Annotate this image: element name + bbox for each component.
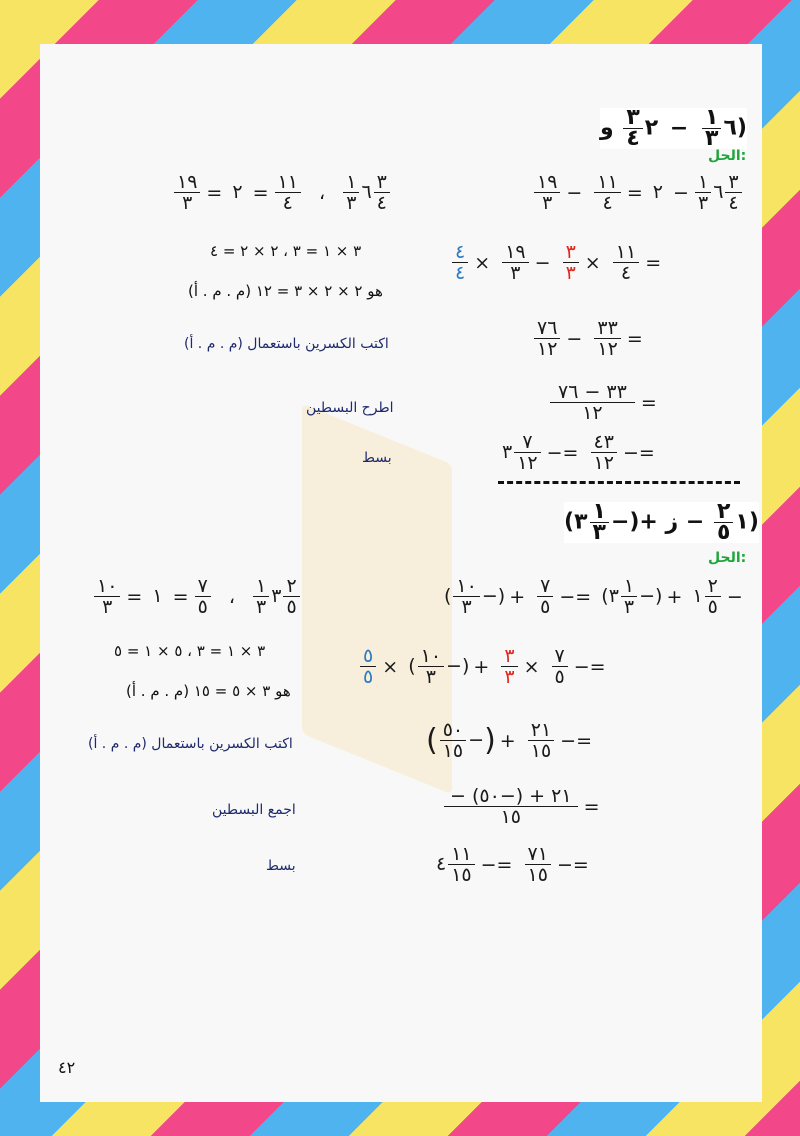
section-divider xyxy=(498,481,740,484)
w-step3: ٧٦ ١٢ − ٣٣ ١٢ = xyxy=(532,318,647,359)
z-factor-note: ٣ × ١ = ٣ ، ٥ × ١ = ٥ xyxy=(114,642,266,660)
w-step2: ٤ ٤ × ١٩ ٣ − ٣ ٣ × ١١ ٤ = xyxy=(450,242,665,283)
z-step2: ٥ ٥ × ( ١٠ ٣ −) + ٣ ٣ × ٧ ٥ −= xyxy=(358,646,610,687)
z-lcm-note: (م . م . أ) هو ٣ × ٥ = ١٥ xyxy=(126,682,291,700)
w-step4: ٣٣ − ٧٦ ١٢ = xyxy=(548,382,661,423)
w-step5: ٣ ٧ ١٢ −= ٤٣ ١٢ −= xyxy=(502,431,655,474)
w-step1: ١٩ ٣ − ١١ ٤ = ٦ ١ ٣ − ٢ ٣ ٤ xyxy=(532,172,744,213)
solution-label: الحل: xyxy=(708,148,747,164)
problem-z-heading: (٣ ١ ٣ −)+ ١ ٢ ٥ − ز) xyxy=(564,499,759,545)
z-step1: ( ١٠ ٣ −) + ٧ ٥ −= (٣ ١ ٣ −) + ١ ٢ ٥ − xyxy=(444,575,743,618)
problem-w-heading: ٦ ١ ٣ − ٢ ٣ ٤ و) xyxy=(600,105,747,151)
solution-label-z: الحل: xyxy=(708,550,747,566)
w-note-simplify: بسط xyxy=(362,450,392,466)
page-number: ٤٢ xyxy=(58,1058,76,1077)
w-conversions: ١٩ ٣ = ٦ ١ ٣ ، ١١ ٤ = ٢ ٣ ٤ xyxy=(172,172,392,213)
z-note-write: اكتب الكسرين باستعمال (م . م . أ) xyxy=(88,736,293,752)
w-note-subtract: اطرح البسطين xyxy=(306,400,394,416)
z-step4: − ٢١ + (−٥٠) ١٥ = xyxy=(442,786,604,827)
z-note-simplify: بسط xyxy=(266,858,296,874)
z-step3: ( ٥٠ ١٥ −) + ٢١ ١٥ −= xyxy=(426,719,593,762)
w-note-write: اكتب الكسرين باستعمال (م . م . أ) xyxy=(184,336,389,352)
worksheet-page xyxy=(40,44,762,1102)
z-conversions: ١٠ ٣ = ٣ ١ ٣ ، ٧ ٥ = ١ ٢ ٥ xyxy=(92,576,302,617)
z-note-add: اجمع البسطين xyxy=(212,802,296,818)
z-step5: ٤ ١١ ١٥ −= ٧١ ١٥ −= xyxy=(436,843,589,886)
w-lcm-note: (م . م . أ) هو ٢ × ٢ × ٣ = ١٢ xyxy=(188,282,383,300)
w-factor-note: ٣ × ١ = ٣ ، ٢ × ٢ = ٤ xyxy=(210,242,362,260)
